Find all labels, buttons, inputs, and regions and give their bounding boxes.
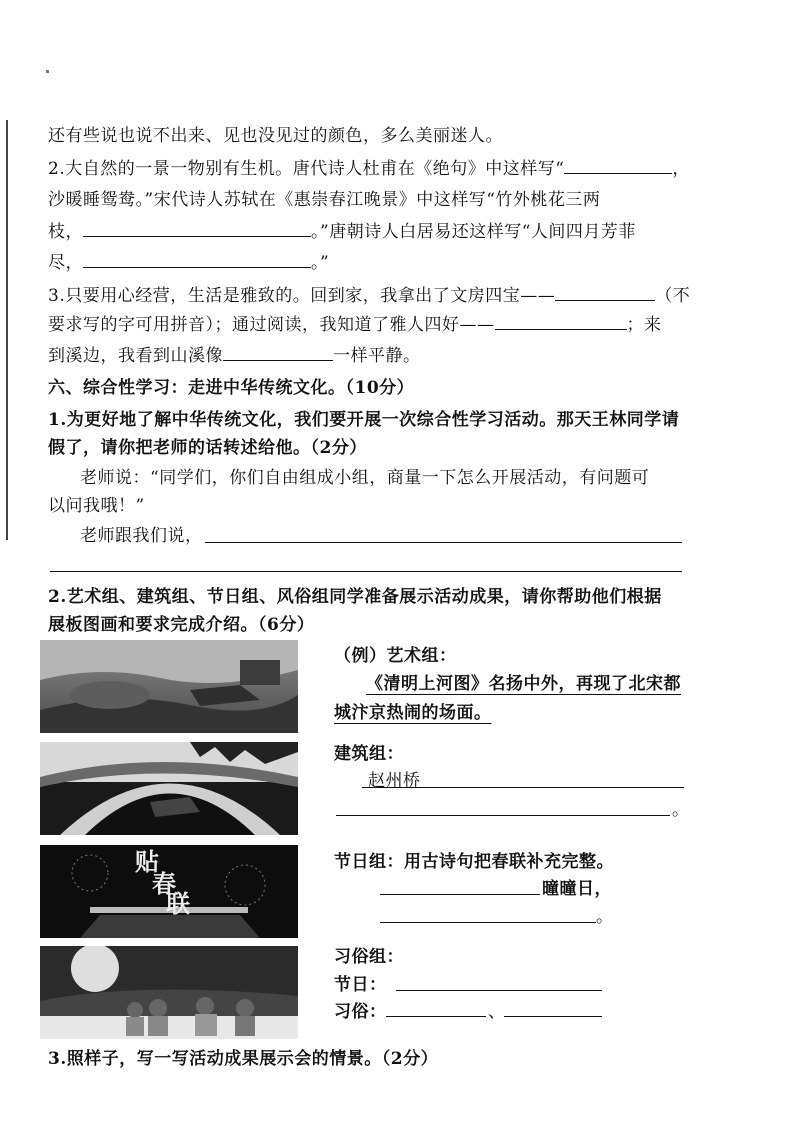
text-line [596,906,614,928]
question-line [48,409,679,431]
text-span: 。 [672,800,690,820]
text-span: （不 [655,286,691,306]
couplet-poster-image [40,845,298,938]
text-span: 还有些说也说不出来、见也没见过的颜色，多么美丽迷人。 [48,126,503,146]
answer-blank[interactable] [336,815,670,816]
question-line [48,586,662,608]
festival-custom-image [40,946,298,1039]
answer-blank[interactable] [495,313,627,330]
architecture-group-title [334,743,404,765]
text-line [48,220,636,243]
answer-blank[interactable] [50,571,682,572]
text-line [48,344,421,367]
text-span: 老师跟我们说， [80,526,203,546]
text-line [80,525,203,547]
answer-blank[interactable] [83,251,311,268]
text-line [542,878,612,900]
text-span: 曈曈日， [542,879,612,899]
text-span: ；来 [626,315,662,335]
answer-blank[interactable] [386,1016,486,1017]
text-line [48,284,690,307]
festival-group-title [334,851,614,873]
text-line [48,251,329,274]
text-line [48,495,145,517]
custom-festival-label [334,974,387,996]
text-span: 2.大自然的一景一物别有生机。唐代诗人杜甫在《绝句》中这样写“ [48,159,565,179]
text-span: 节日： [334,975,387,995]
painting-image [40,640,298,733]
answer-blank[interactable] [380,922,596,923]
poster-text-top: 贴 [135,847,159,876]
text-span: 展板图画和要求完成介绍。（6分） [48,615,315,635]
custom-group-title [334,946,404,968]
poster-text-mid: 春 [152,869,176,898]
text-span: （例）艺术组： [334,646,457,666]
text-span: 要求写的字可用拼音）；通过阅读，我知道了雅人四好—— [48,315,495,335]
answer-blank[interactable] [564,157,672,174]
answer-blank[interactable] [555,284,655,301]
text-span: 1.为更好地了解中华传统文化，我们要开展一次综合性学习活动。那天王林同学请 [48,410,680,430]
poster-text-bottom: 联 [166,889,190,918]
answer-blank[interactable] [223,344,333,361]
answer-blank[interactable] [362,787,684,788]
scan-edge-line [6,120,8,540]
text-span: 建筑组： [334,744,404,764]
text-span: ， [672,159,690,179]
answer-blank[interactable] [380,894,540,895]
art-group-line [334,702,492,724]
text-span: 一样平静。 [333,346,421,366]
text-line [488,1001,506,1023]
text-span: 、 [488,1002,506,1022]
text-span: 沙暖睡鸳鸯。”宋代诗人苏轼在《惠崇春江晚景》中这样写“竹外桃花三两 [48,190,601,210]
question-line [48,1048,438,1070]
text-span: 到溪边，我看到山溪像 [48,346,223,366]
text-line [48,313,662,336]
text-span: 习俗组： [334,947,404,967]
section-heading [48,377,414,399]
text-span: 《清明上河图》名扬中外，再现了北宋都 [366,674,681,694]
text-line [48,125,503,147]
answer-blank[interactable] [83,220,311,237]
scan-speck [46,70,49,73]
answer-blank[interactable] [205,542,682,543]
text-span: 六、综合性学习：走进中华传统文化。（10分） [48,378,415,398]
text-span: 赵州桥 [368,771,421,791]
text-line [48,157,690,180]
custom-custom-label [334,1001,387,1023]
text-span: 。”唐朝诗人白居易还这样写“人间四月芳菲 [311,222,636,242]
text-line [672,799,690,821]
bridge-image [40,742,298,835]
question-line [48,437,367,459]
text-span: 。” [311,253,330,273]
text-span: 城汴京热闹的场面。 [334,703,492,723]
text-span: 假了，请你把老师的话转述给他。（2分） [48,438,367,458]
question-line [48,614,314,636]
text-span: 2.艺术组、建筑组、节日组、风俗组同学准备展示活动成果，请你帮助他们根据 [48,587,662,607]
text-span: 老师说：“同学们，你们自由组成小组，商量一下怎么开展活动，有问题可 [80,468,650,488]
text-span: 以问我哦！” [48,496,145,516]
answer-blank[interactable] [504,1016,602,1017]
text-line [48,189,600,211]
art-group-title [334,645,457,667]
text-line [80,467,649,489]
answer-blank[interactable] [396,990,602,991]
text-span: 3.照样子，写一写活动成果展示会的情景。（2分） [48,1049,439,1069]
text-span: 节日组：用古诗句把春联补充完整。 [334,852,614,872]
art-group-line [366,673,681,695]
text-span: 尽， [48,253,83,273]
text-span: 枝， [48,222,83,242]
text-span: 。 [596,907,614,927]
architecture-answer [368,770,421,792]
text-span: 3.只要用心经营，生活是雅致的。回到家，我拿出了文房四宝—— [48,286,556,306]
text-span: 习俗： [334,1002,387,1022]
